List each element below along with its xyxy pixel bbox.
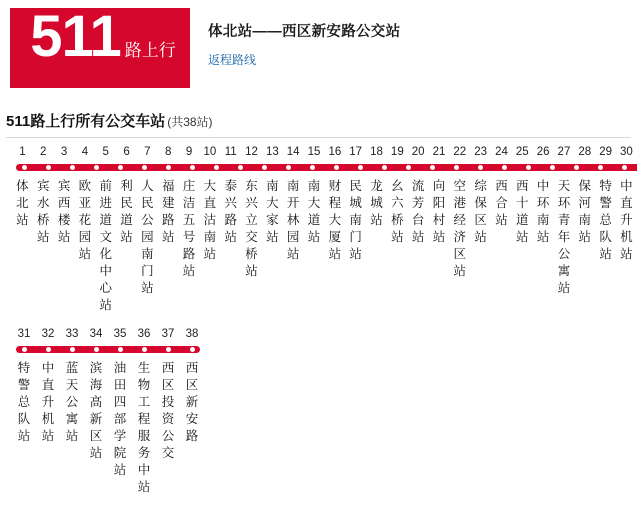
stop-number: 5 xyxy=(102,146,109,158)
stop-name[interactable]: 中 直 升 机 站 xyxy=(41,361,55,443)
stop-dot[interactable] xyxy=(324,161,348,171)
stop-number: 6 xyxy=(123,146,130,158)
stop-dot-marker xyxy=(21,164,28,171)
stop-dot[interactable] xyxy=(564,161,588,171)
stop-name[interactable]: 宾 西 楼 站 xyxy=(57,179,71,244)
stop-dot-marker xyxy=(477,164,484,171)
stop-dot[interactable] xyxy=(300,161,324,171)
stop-number: 4 xyxy=(81,146,89,158)
stop-dot-marker xyxy=(405,164,412,171)
page-title xyxy=(6,110,637,131)
stop-number: 33 xyxy=(65,328,79,340)
route-header-info xyxy=(208,8,400,69)
stop-name[interactable]: 西 十 道 站 xyxy=(516,179,529,244)
stop-dot[interactable] xyxy=(84,343,108,353)
stop-dot-marker xyxy=(525,164,532,171)
stop-number: 14 xyxy=(286,146,300,158)
stop-name[interactable]: 综 保 区 站 xyxy=(474,179,487,244)
stop-dot-marker xyxy=(309,164,316,171)
stop-number: 32 xyxy=(41,328,55,340)
stop-dot-marker xyxy=(189,164,196,171)
stop-name[interactable]: 中 直 升 机 站 xyxy=(620,179,633,261)
stop-dot[interactable] xyxy=(180,161,204,171)
stop-dot-marker xyxy=(621,164,628,171)
stop-dot[interactable] xyxy=(372,161,396,171)
stop-dot-marker xyxy=(597,164,604,171)
stop-number: 29 xyxy=(599,146,612,158)
stop-number-strip-1 xyxy=(12,146,637,160)
stop-number: 27 xyxy=(557,146,571,158)
stop-name[interactable]: 财 程 大 厦 站 xyxy=(328,179,342,261)
stop-number: 18 xyxy=(370,146,383,158)
stop-dot-strip-2 xyxy=(12,343,204,353)
stop-dot[interactable] xyxy=(420,161,444,171)
stop-number: 13 xyxy=(265,146,279,158)
stop-name[interactable]: 宾 水 桥 站 xyxy=(36,179,50,244)
route-line-1 xyxy=(12,161,637,174)
stop-dot-marker xyxy=(45,164,52,171)
route-number: 511 xyxy=(30,4,121,69)
route-badge xyxy=(10,4,190,88)
stop-number: 26 xyxy=(536,146,550,158)
stop-number: 36 xyxy=(137,328,151,340)
stop-number: 8 xyxy=(165,146,172,158)
section-heading-text: 511路上行所有公交车站 xyxy=(6,113,166,130)
stop-name[interactable]: 龙 城 站 xyxy=(370,179,383,227)
stop-dot[interactable] xyxy=(108,161,132,171)
stop-name[interactable]: 滨 海 高 新 区 站 xyxy=(89,361,103,460)
stop-name[interactable]: 蓝 天 公 寓 站 xyxy=(65,361,79,443)
stop-dot-strip-1 xyxy=(12,161,637,171)
route-direction-suffix: 路上行 xyxy=(124,41,176,60)
stop-name[interactable]: 流 芳 台 站 xyxy=(411,179,425,244)
stop-name[interactable]: 特 警 总 队 站 xyxy=(599,179,612,261)
stop-dot[interactable] xyxy=(132,343,156,353)
stop-name-strip-2 xyxy=(12,360,637,496)
stop-dot-marker xyxy=(69,164,76,171)
route-title: 体北站——西区新安路公交站 xyxy=(208,24,401,40)
stop-name[interactable]: 大 直 沽 南 站 xyxy=(203,179,217,261)
stop-number: 21 xyxy=(432,146,446,158)
stop-name[interactable]: 南 开 林 园 站 xyxy=(286,179,300,261)
stop-dot-marker xyxy=(285,164,292,171)
stop-dot[interactable] xyxy=(348,161,372,171)
stop-dot-marker xyxy=(333,164,340,171)
stop-number: 20 xyxy=(411,146,425,158)
stop-dot-marker xyxy=(357,164,364,171)
stop-dot[interactable] xyxy=(468,161,492,171)
stop-number: 30 xyxy=(620,146,633,158)
stop-name[interactable]: 前 进 道 文 化 中 心 站 xyxy=(99,179,112,312)
stop-name[interactable]: 南 大 家 站 xyxy=(266,179,279,244)
stop-number: 7 xyxy=(144,146,151,158)
stop-dot[interactable] xyxy=(588,161,612,171)
stop-dot[interactable] xyxy=(540,161,564,171)
stop-dot[interactable] xyxy=(132,161,156,171)
stop-dot-marker xyxy=(117,164,124,171)
stop-dot[interactable] xyxy=(84,161,108,171)
stop-name[interactable]: 特 警 总 队 站 xyxy=(17,361,31,443)
stop-name[interactable]: 西 合 站 xyxy=(495,179,508,227)
stop-number: 3 xyxy=(60,146,68,158)
stop-dot[interactable] xyxy=(60,343,84,353)
stop-dot-marker xyxy=(141,164,148,171)
stop-name[interactable]: 福 建 路 站 xyxy=(161,179,175,244)
stop-dot-marker xyxy=(117,346,124,353)
stop-number: 19 xyxy=(390,146,404,158)
stop-name[interactable]: 人 民 公 园 南 门 站 xyxy=(141,179,154,295)
stop-dot[interactable] xyxy=(180,343,204,353)
stop-number-strip-2 xyxy=(12,328,637,342)
stop-dot-marker xyxy=(165,164,172,171)
stop-name[interactable]: 利 民 道 站 xyxy=(120,179,133,244)
stop-dot-marker xyxy=(141,346,148,353)
route-line-2 xyxy=(12,343,637,356)
stop-dot-marker xyxy=(93,346,100,353)
stop-dot[interactable] xyxy=(276,161,300,171)
stop-number: 22 xyxy=(453,146,467,158)
stop-name[interactable]: 庄 洁 五 号 路 站 xyxy=(182,179,196,278)
stop-number: 10 xyxy=(203,146,217,158)
stop-name[interactable]: 南 大 道 站 xyxy=(307,179,321,244)
stop-name[interactable]: 东 兴 立 交 桥 站 xyxy=(245,179,258,278)
stop-name[interactable]: 天 环 青 年 公 寓 站 xyxy=(557,179,571,295)
stop-dot[interactable] xyxy=(396,161,420,171)
stop-dot-marker xyxy=(21,346,28,353)
stop-name[interactable]: 油 田 四 部 学 院 站 xyxy=(113,361,127,477)
stop-number: 9 xyxy=(185,146,193,158)
stop-dot[interactable] xyxy=(492,161,516,171)
stop-dot[interactable] xyxy=(60,161,84,171)
stop-dot-marker xyxy=(45,346,52,353)
stop-dot-marker xyxy=(501,164,508,171)
stop-name[interactable]: 保 河 南 站 xyxy=(578,179,592,244)
stop-name[interactable]: 西 区 投 资 公 交 xyxy=(161,361,175,460)
stop-dot-marker xyxy=(261,164,268,171)
divider xyxy=(6,137,631,138)
stop-dot[interactable] xyxy=(156,161,180,171)
stop-name-strip-1 xyxy=(12,178,637,314)
stop-number: 35 xyxy=(113,328,127,340)
stop-name[interactable]: 中 环 南 站 xyxy=(536,179,550,244)
stop-dot-marker xyxy=(381,164,388,171)
stop-number: 37 xyxy=(161,328,175,340)
stop-dot-marker xyxy=(453,164,460,171)
stop-dot[interactable] xyxy=(36,161,60,171)
stop-count: (共38站) xyxy=(167,115,213,129)
stop-dot[interactable] xyxy=(516,161,540,171)
stop-name[interactable]: 民 城 南 门 站 xyxy=(349,179,362,261)
stop-name[interactable]: 向 阳 村 站 xyxy=(432,179,446,244)
stop-dot[interactable] xyxy=(252,161,276,171)
stops-block xyxy=(0,146,637,496)
stop-dot[interactable] xyxy=(12,161,36,171)
stop-dot-marker xyxy=(165,346,172,353)
stop-dot-marker xyxy=(549,164,556,171)
stop-dot[interactable] xyxy=(12,343,36,353)
stop-name[interactable]: 欧 亚 花 园 站 xyxy=(78,179,92,261)
stop-name[interactable]: 空 港 经 济 区 站 xyxy=(453,179,467,278)
stop-number: 12 xyxy=(245,146,258,158)
stop-number: 31 xyxy=(17,328,31,340)
stop-number: 28 xyxy=(578,146,592,158)
stop-number: 17 xyxy=(349,146,363,158)
stop-dot-marker xyxy=(573,164,580,171)
stop-dot-marker xyxy=(93,164,100,171)
stop-row xyxy=(12,146,637,314)
stop-dot[interactable] xyxy=(36,343,60,353)
stop-number: 2 xyxy=(40,146,47,158)
stop-number: 15 xyxy=(307,146,321,158)
return-route-link[interactable]: 返程路线 xyxy=(208,53,257,67)
stop-number: 34 xyxy=(89,328,103,340)
stop-number: 1 xyxy=(19,146,26,158)
route-header xyxy=(0,0,637,88)
stop-number: 25 xyxy=(515,146,529,158)
stop-number: 24 xyxy=(495,146,508,158)
stop-dot[interactable] xyxy=(228,161,252,171)
stop-dot-marker xyxy=(69,346,76,353)
stop-dot-marker xyxy=(189,346,196,353)
stop-dot-marker xyxy=(213,164,220,171)
stop-dot[interactable] xyxy=(204,161,228,171)
stop-name[interactable]: 幺 六 桥 站 xyxy=(391,179,404,244)
stop-name[interactable]: 体 北 站 xyxy=(16,179,29,227)
stop-dot[interactable] xyxy=(108,343,132,353)
stop-dot[interactable] xyxy=(444,161,468,171)
stop-name[interactable]: 生 物 工 程 服 务 中 站 xyxy=(137,361,151,494)
stop-number: 38 xyxy=(185,328,199,340)
stop-dot[interactable] xyxy=(612,161,636,171)
stop-dot-marker xyxy=(429,164,436,171)
stop-number: 16 xyxy=(328,146,342,158)
stop-dot[interactable] xyxy=(156,343,180,353)
stop-number: 23 xyxy=(474,146,488,158)
stop-dot-marker xyxy=(237,164,244,171)
stop-row xyxy=(12,328,637,496)
stop-name[interactable]: 西 区 新 安 路 xyxy=(185,361,199,443)
stop-number: 11 xyxy=(224,146,237,158)
stop-name[interactable]: 泰 兴 路 站 xyxy=(224,179,237,244)
